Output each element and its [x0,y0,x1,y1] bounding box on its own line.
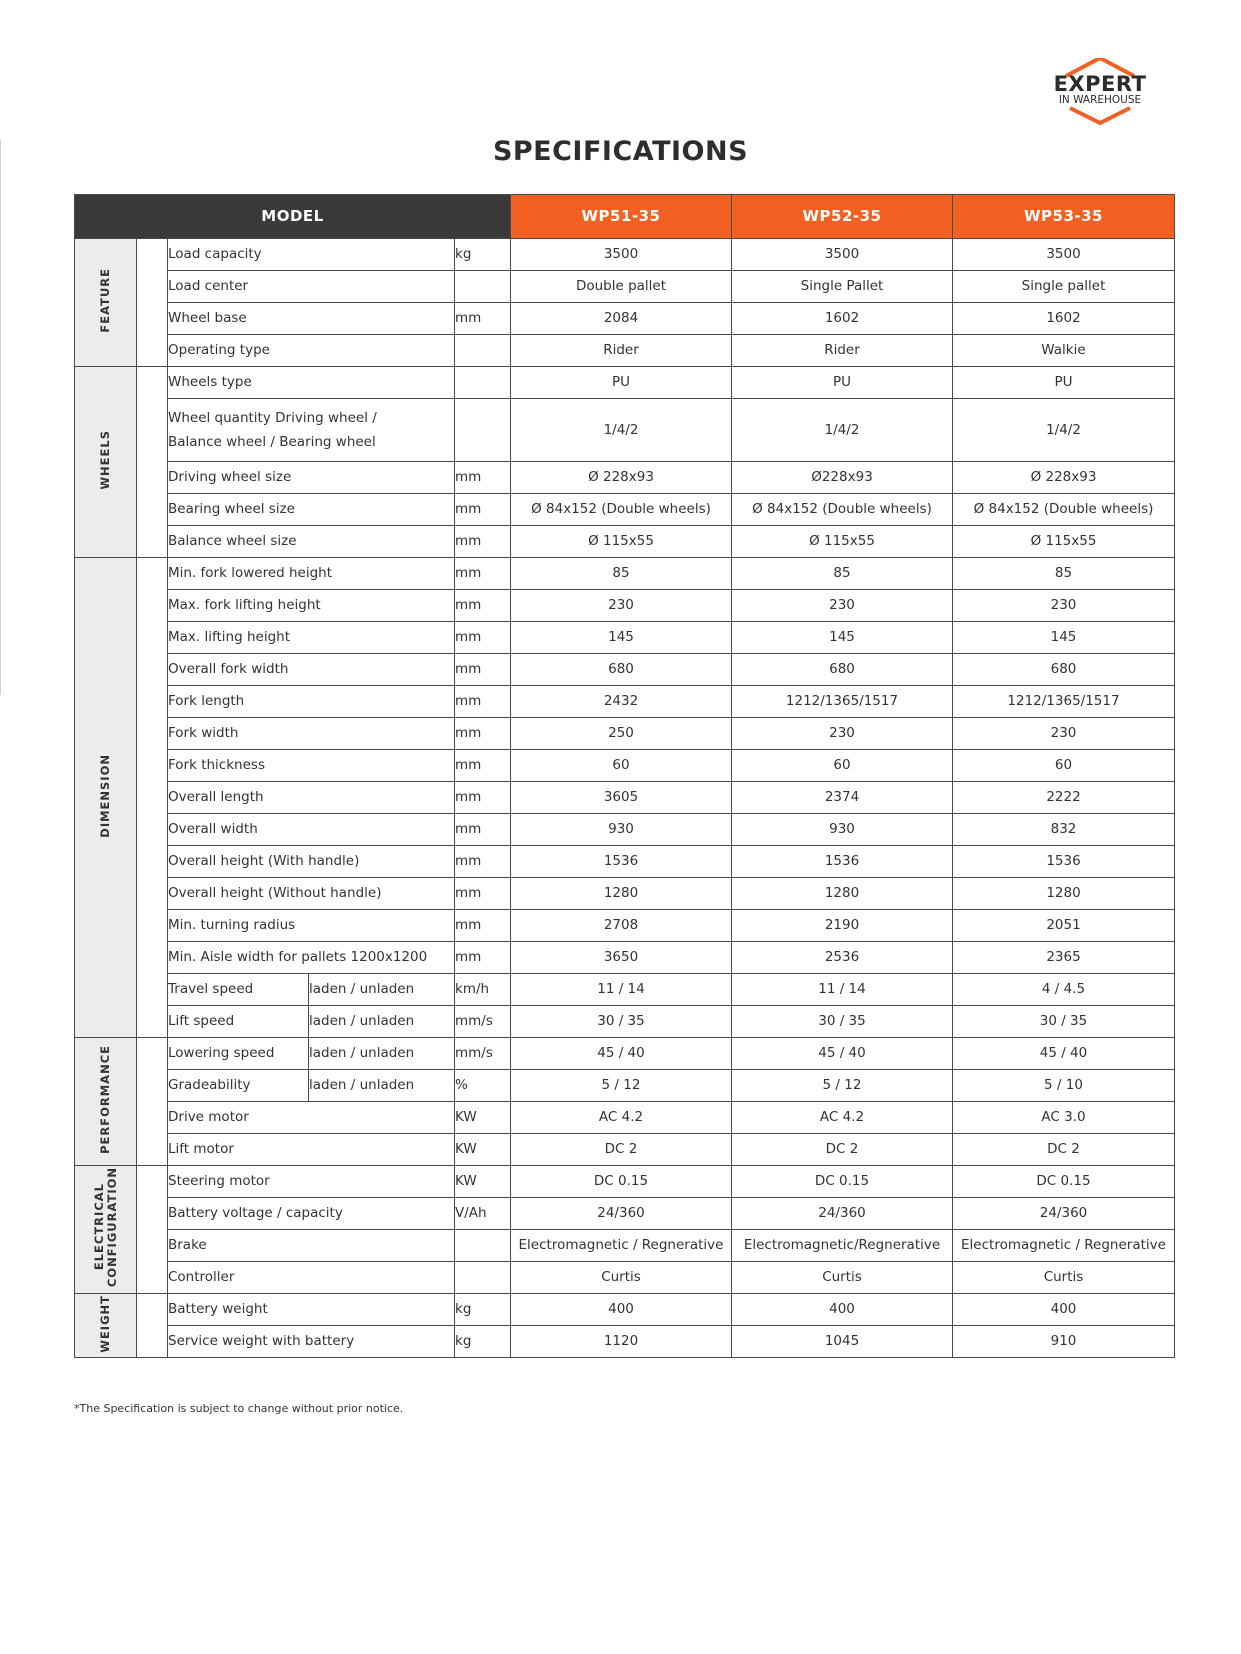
condition-cell: laden / unladen [309,1006,455,1038]
category-cell [75,239,137,367]
value-cell: 60 [732,750,953,782]
value-cell: 1212/1365/1517 [953,686,1175,718]
unit-cell: mm [455,654,511,686]
value-cell: Electromagnetic/Regnerative [732,1230,953,1262]
value-cell: 230 [732,718,953,750]
value-cell: Ø228x93 [732,462,953,494]
spacer-cell [137,367,168,558]
category-label: WEIGHT [98,1294,112,1353]
value-cell: 680 [511,654,732,686]
value-cell: 85 [511,558,732,590]
table-row [75,367,1175,399]
table-row [75,526,1175,558]
value-cell: AC 4.2 [732,1102,953,1134]
parameter-cell: Controller [168,1262,455,1294]
value-cell: 30 / 35 [953,1006,1175,1038]
parameter-cell: Wheels type [168,367,455,399]
spacer-cell [137,1166,168,1294]
value-cell: 145 [953,622,1175,654]
spacer-cell [137,1038,168,1166]
value-cell: 2432 [511,686,732,718]
table-header-row [75,195,1175,239]
spacer-cell [137,239,168,367]
unit-cell: kg [455,1294,511,1326]
value-cell: 145 [732,622,953,654]
parameter-cell: Overall height (With handle) [168,846,455,878]
value-cell: 60 [511,750,732,782]
parameter-cell: Min. fork lowered height [168,558,455,590]
company-logo [1040,58,1160,128]
table-row [75,750,1175,782]
value-cell: DC 0.15 [953,1166,1175,1198]
table-row [75,462,1175,494]
unit-cell: mm [455,750,511,782]
value-cell: PU [953,367,1175,399]
category-cell [75,558,137,1038]
parameter-cell: Driving wheel size [168,462,455,494]
unit-cell: mm [455,718,511,750]
value-cell: 1/4/2 [511,399,732,462]
table-row [75,239,1175,271]
value-cell: 11 / 14 [511,974,732,1006]
value-cell: Ø 228x93 [953,462,1175,494]
category-label: PERFORMANCE [98,1045,112,1154]
value-cell: 3500 [732,239,953,271]
value-cell: 230 [732,590,953,622]
value-cell: Ø 84x152 (Double wheels) [953,494,1175,526]
parameter-cell: Travel speed [168,974,309,1006]
value-cell: 5 / 12 [732,1070,953,1102]
table-row [75,974,1175,1006]
value-cell: 2084 [511,303,732,335]
parameter-cell: Overall fork width [168,654,455,686]
value-cell: 250 [511,718,732,750]
value-cell: Ø 115x55 [732,526,953,558]
value-cell: DC 2 [953,1134,1175,1166]
condition-cell: laden / unladen [309,1038,455,1070]
unit-cell: mm/s [455,1038,511,1070]
table-row [75,399,1175,462]
value-cell: 1602 [732,303,953,335]
value-cell: 24/360 [953,1198,1175,1230]
spec-table [74,194,1175,1358]
parameter-cell: Max. fork lifting height [168,590,455,622]
model-column-header: WP53-35 [953,195,1175,239]
table-row [75,1262,1175,1294]
category-cell [75,1166,137,1294]
category-label: FEATURE [98,268,112,333]
unit-cell: mm [455,526,511,558]
parameter-cell: Fork thickness [168,750,455,782]
table-row [75,1006,1175,1038]
table-row [75,1230,1175,1262]
unit-cell: mm [455,814,511,846]
value-cell: 85 [953,558,1175,590]
value-cell: 2708 [511,910,732,942]
value-cell: AC 4.2 [511,1102,732,1134]
value-cell: 24/360 [732,1198,953,1230]
table-row [75,303,1175,335]
value-cell: Ø 115x55 [511,526,732,558]
value-cell: 24/360 [511,1198,732,1230]
value-cell: 2536 [732,942,953,974]
unit-cell: mm [455,846,511,878]
condition-cell: laden / unladen [309,974,455,1006]
unit-cell: mm [455,462,511,494]
unit-cell: kg [455,239,511,271]
value-cell: Electromagnetic / Regnerative [511,1230,732,1262]
value-cell: 5 / 10 [953,1070,1175,1102]
value-cell: 1280 [511,878,732,910]
value-cell: 145 [511,622,732,654]
page-title: SPECIFICATIONS [492,136,749,167]
value-cell: 910 [953,1326,1175,1358]
value-cell: Electromagnetic / Regnerative [953,1230,1175,1262]
value-cell: 2051 [953,910,1175,942]
value-cell: AC 3.0 [953,1102,1175,1134]
value-cell: PU [511,367,732,399]
value-cell: 11 / 14 [732,974,953,1006]
value-cell: 85 [732,558,953,590]
value-cell: 1280 [953,878,1175,910]
value-cell: 3650 [511,942,732,974]
value-cell: 4 / 4.5 [953,974,1175,1006]
parameter-cell: Brake [168,1230,455,1262]
parameter-cell: Wheel base [168,303,455,335]
table-row [75,1038,1175,1070]
model-column-header: WP51-35 [511,195,732,239]
value-cell: Single pallet [953,271,1175,303]
value-cell: 45 / 40 [953,1038,1175,1070]
value-cell: 400 [732,1294,953,1326]
table-row [75,782,1175,814]
unit-cell [455,271,511,303]
value-cell: Single Pallet [732,271,953,303]
value-cell: Curtis [511,1262,732,1294]
parameter-cell: Max. lifting height [168,622,455,654]
value-cell: 1/4/2 [732,399,953,462]
parameter-cell: Load center [168,271,455,303]
parameter-cell: Min. Aisle width for pallets 1200x1200 [168,942,455,974]
value-cell: 60 [953,750,1175,782]
model-column-header: WP52-35 [732,195,953,239]
parameter-cell: Gradeability [168,1070,309,1102]
logo-subtitle: IN WAREHOUSE [1058,94,1142,106]
unit-cell [455,1262,511,1294]
parameter-line: Balance wheel / Bearing wheel [168,433,376,450]
value-cell: Ø 84x152 (Double wheels) [511,494,732,526]
parameter-cell: Bearing wheel size [168,494,455,526]
table-row [75,271,1175,303]
table-row [75,1102,1175,1134]
parameter-cell [168,399,455,462]
value-cell: 3500 [511,239,732,271]
category-cell [75,1038,137,1166]
parameter-cell: Load capacity [168,239,455,271]
value-cell: Ø 228x93 [511,462,732,494]
unit-cell: mm [455,782,511,814]
spacer-cell [137,558,168,1038]
table-row [75,910,1175,942]
value-cell: PU [732,367,953,399]
value-cell: 1212/1365/1517 [732,686,953,718]
value-cell: 1280 [732,878,953,910]
condition-cell: laden / unladen [309,1070,455,1102]
table-row [75,846,1175,878]
unit-cell: mm [455,878,511,910]
unit-cell: % [455,1070,511,1102]
value-cell: Curtis [953,1262,1175,1294]
value-cell: DC 0.15 [511,1166,732,1198]
value-cell: 930 [511,814,732,846]
table-row [75,590,1175,622]
value-cell: 3605 [511,782,732,814]
parameter-cell: Battery weight [168,1294,455,1326]
value-cell: 2365 [953,942,1175,974]
value-cell: Curtis [732,1262,953,1294]
unit-cell: kg [455,1326,511,1358]
parameter-cell: Balance wheel size [168,526,455,558]
value-cell: Rider [732,335,953,367]
parameter-cell: Lift motor [168,1134,455,1166]
value-cell: 680 [953,654,1175,686]
value-cell: 832 [953,814,1175,846]
unit-cell: mm [455,494,511,526]
value-cell: DC 2 [732,1134,953,1166]
parameter-cell: Overall height (Without handle) [168,878,455,910]
value-cell: Rider [511,335,732,367]
table-row [75,622,1175,654]
unit-cell: mm [455,303,511,335]
unit-cell: KW [455,1166,511,1198]
table-row [75,1326,1175,1358]
value-cell: 1045 [732,1326,953,1358]
value-cell: Double pallet [511,271,732,303]
unit-cell: KW [455,1102,511,1134]
table-row [75,335,1175,367]
value-cell: 1536 [953,846,1175,878]
table-row [75,1198,1175,1230]
footnote: *The Specification is subject to change without prior notice. [74,1402,404,1415]
value-cell: 230 [953,718,1175,750]
parameter-cell: Operating type [168,335,455,367]
unit-cell [455,335,511,367]
value-cell: 930 [732,814,953,846]
parameter-cell: Overall length [168,782,455,814]
category-label-line: CONFIGURATION [104,1167,119,1288]
value-cell: 400 [953,1294,1175,1326]
parameter-cell: Battery voltage / capacity [168,1198,455,1230]
unit-cell [455,367,511,399]
unit-cell: mm [455,910,511,942]
table-row [75,942,1175,974]
table-row [75,878,1175,910]
unit-cell: mm [455,686,511,718]
spacer-cell [137,1294,168,1358]
model-header: MODEL [75,195,511,239]
table-row [75,1294,1175,1326]
category-label [93,1167,119,1287]
parameter-cell: Fork width [168,718,455,750]
logo-title: EXPERT [1053,72,1147,96]
value-cell: 30 / 35 [732,1006,953,1038]
unit-cell: mm/s [455,1006,511,1038]
unit-cell: mm [455,942,511,974]
unit-cell: km/h [455,974,511,1006]
value-cell: 400 [511,1294,732,1326]
category-label: WHEELS [98,430,112,490]
table-row [75,1134,1175,1166]
parameter-line: Wheel quantity Driving wheel / [168,409,377,426]
parameter-cell: Min. turning radius [168,910,455,942]
table-row [75,686,1175,718]
value-cell: 230 [511,590,732,622]
value-cell: 2190 [732,910,953,942]
value-cell: 1120 [511,1326,732,1358]
table-row [75,718,1175,750]
category-cell [75,1294,137,1358]
category-label-line: ELECTRICAL [91,1183,106,1272]
value-cell: 30 / 35 [511,1006,732,1038]
value-cell: 680 [732,654,953,686]
table-row [75,494,1175,526]
parameter-cell: Overall width [168,814,455,846]
page-edge-line [0,140,1,695]
value-cell: 45 / 40 [732,1038,953,1070]
table-row [75,558,1175,590]
value-cell: 5 / 12 [511,1070,732,1102]
value-cell: 230 [953,590,1175,622]
parameter-cell: Service weight with battery [168,1326,455,1358]
category-label: DIMENSION [98,753,112,838]
unit-cell: mm [455,590,511,622]
value-cell: 2222 [953,782,1175,814]
unit-cell [455,1230,511,1262]
table-row [75,1070,1175,1102]
value-cell: 1536 [732,846,953,878]
value-cell: Ø 115x55 [953,526,1175,558]
value-cell: 1/4/2 [953,399,1175,462]
category-cell [75,367,137,558]
parameter-cell: Drive motor [168,1102,455,1134]
value-cell: 3500 [953,239,1175,271]
value-cell: 1536 [511,846,732,878]
parameter-cell: Lift speed [168,1006,309,1038]
table-row [75,654,1175,686]
parameter-cell: Fork length [168,686,455,718]
value-cell: Ø 84x152 (Double wheels) [732,494,953,526]
value-cell: 1602 [953,303,1175,335]
unit-cell [455,399,511,462]
table-row [75,814,1175,846]
value-cell: DC 0.15 [732,1166,953,1198]
parameter-cell: Steering motor [168,1166,455,1198]
unit-cell: mm [455,622,511,654]
value-cell: Walkie [953,335,1175,367]
value-cell: 2374 [732,782,953,814]
unit-cell: KW [455,1134,511,1166]
unit-cell: V/Ah [455,1198,511,1230]
value-cell: DC 2 [511,1134,732,1166]
value-cell: 45 / 40 [511,1038,732,1070]
unit-cell: mm [455,558,511,590]
spec-table-body [75,239,1175,1358]
parameter-cell: Lowering speed [168,1038,309,1070]
table-row [75,1166,1175,1198]
